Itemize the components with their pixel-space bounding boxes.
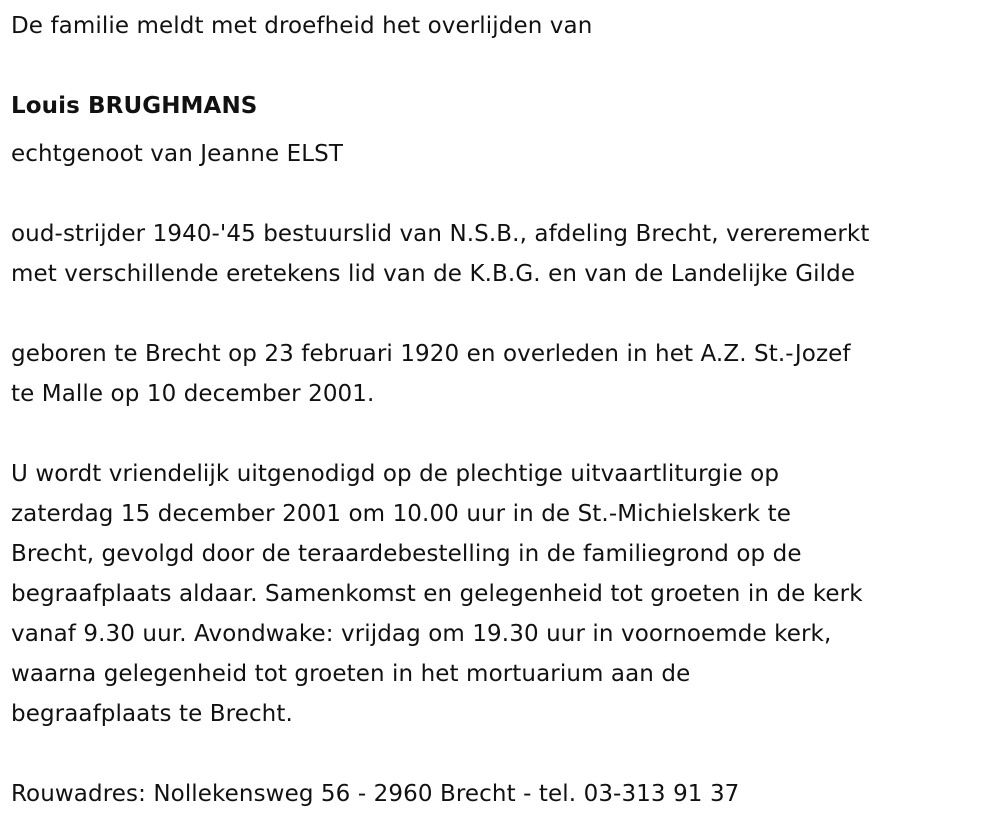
funeral-line: Brecht, gevolgd door de teraardebestelling in de familiegrond op de bbox=[11, 541, 802, 567]
veteran-line: met verschillende eretekens lid van de K.B.G. en van de Landelijke Gilde bbox=[11, 261, 856, 287]
birth-death-line: geboren te Brecht op 23 februari 1920 en overleden in het A.Z. St.-Jozef bbox=[11, 341, 851, 367]
funeral-line: U wordt vriendelijk uitgenodigd op de plechtige uitvaartliturgie op bbox=[11, 461, 780, 487]
funeral-line: vanaf 9.30 uur. Avondwake: vrijdag om 19.30 uur in voornoemde kerk, bbox=[11, 621, 832, 647]
funeral-line: begraafplaats te Brecht. bbox=[11, 701, 293, 727]
funeral-line: zaterdag 15 december 2001 om 10.00 uur in de St.-Michielskerk te bbox=[11, 501, 791, 527]
funeral-line: begraafplaats aldaar. Samenkomst en gelegenheid tot groeten in de kerk bbox=[11, 581, 863, 607]
birth-death-line: te Malle op 10 december 2001. bbox=[11, 381, 375, 407]
spouse-text: echtgenoot van Jeanne ELST bbox=[11, 141, 344, 167]
mourning-address: Rouwadres: Nollekensweg 56 - 2960 Brecht - tel. 03-313 91 37 bbox=[11, 781, 740, 807]
funeral-line: waarna gelegenheid tot groeten in het mortuarium aan de bbox=[11, 661, 691, 687]
intro-text: De familie meldt met droefheid het overlijden van bbox=[11, 13, 593, 39]
deceased-name: Louis BRUGHMANS bbox=[11, 93, 258, 119]
veteran-line: oud-strijder 1940-'45 bestuurslid van N.S.B., afdeling Brecht, vereremerkt bbox=[11, 221, 870, 247]
